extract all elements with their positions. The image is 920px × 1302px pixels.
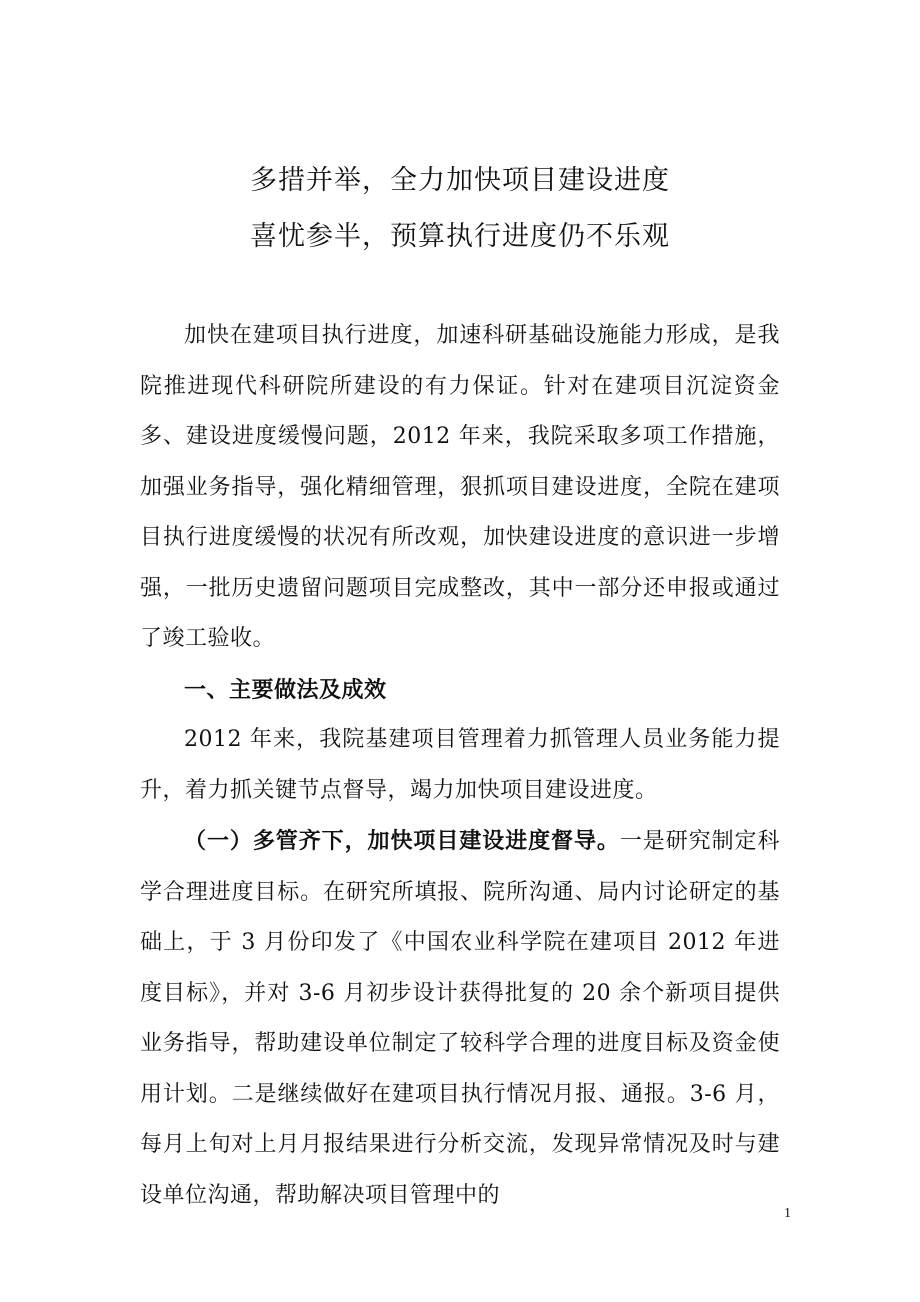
- subsection-1-text: 一是研究制定科学合理进度目标。在研究所填报、院所沟通、局内讨论研定的基础上，于 3 月份印发了《中国农业科学院在建项目 2012 年进度目标》，并对 3-6 月初步设计获得批复的 20 余个新项目提供业务指导，帮助建设单位制定了较科学合理的进度目标及资金使用计划。二是继续做好在建项目执行情况月报、通报。3-6 月，每月上旬对上月月报结果进行分析交流，发现异常情况及时与建设单位沟通，帮助解决项目管理中的: [140, 829, 780, 1208]
- document-body: [140, 311, 780, 1221]
- paragraph-intro: 加快在建项目执行进度，加速科研基础设施能力形成，是我院推进现代科研院所建设的有力保证。针对在建项目沉淀资金多、建设进度缓慢问题，2012 年来，我院采取多项工作措施，加强业务指导，强化精细管理，狠抓项目建设进度，全院在建项目执行进度缓慢的状况有所改观，加快建设进度的意识进一步增强，一批历史遗留问题项目完成整改，其中一部分还申报或通过了竣工验收。: [140, 323, 780, 651]
- page-number: 1: [784, 1206, 791, 1221]
- subsection-1-heading: （一）多管齐下，加快项目建设进度督导。: [184, 828, 620, 854]
- section-heading-main-practices: 一、主要做法及成效: [184, 676, 387, 703]
- paragraph-subsection-1: [140, 816, 780, 1221]
- document-title-line2: 喜忧参半，预算执行进度仍不乐观: [250, 221, 670, 252]
- paragraph-summary: 2012 年来，我院基建项目管理着力抓管理人员业务能力提升，着力抓关键节点督导，竭力加快项目建设进度。: [140, 727, 780, 803]
- document-title-line1: 多措并举，全力加快项目建设进度: [250, 165, 670, 196]
